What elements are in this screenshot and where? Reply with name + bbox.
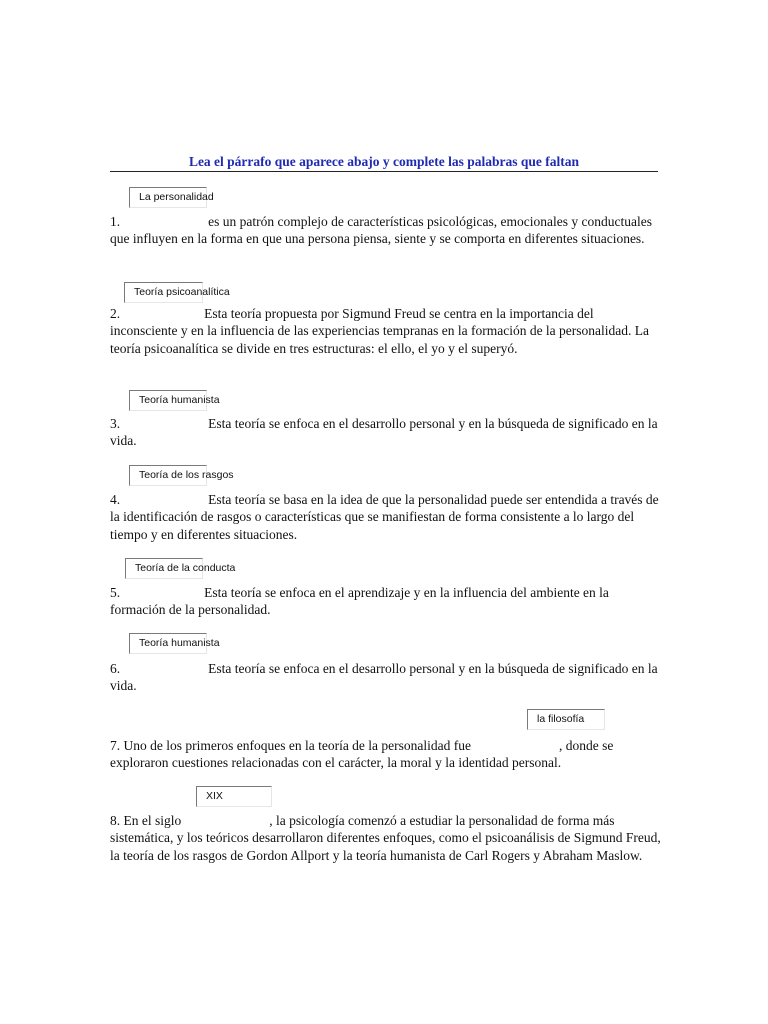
- answer-field-4[interactable]: Teoría de los rasgos: [129, 465, 207, 486]
- question-text-1: es un patrón complejo de características psicológicas, emocionales y conductuales que influyen en la forma en que una persona piensa, siente y se comporta en diferentes situaciones.: [110, 214, 652, 247]
- question-8: [110, 812, 662, 864]
- answer-field-3[interactable]: Teoría humanista: [129, 390, 207, 411]
- question-text-6: Esta teoría se enfoca en el desarrollo personal y en la búsqueda de significado en la vida.: [110, 661, 658, 694]
- question-4: [110, 491, 662, 543]
- question-text-3: Esta teoría se enfoca en el desarrollo personal y en la búsqueda de significado en la vida.: [110, 416, 658, 449]
- question-number-5: 5.: [110, 585, 121, 600]
- question-2: [110, 305, 662, 357]
- question-number-4: 4.: [110, 492, 121, 507]
- question-text-7-after: , donde se exploraron cuestiones relacionadas con el carácter, la moral y la identidad personal.: [110, 738, 614, 771]
- question-text-2: Esta teoría propuesta por Sigmund Freud se centra en la importancia del inconsciente y en la influencia de las experiencias tempranas en la formación de la personalidad. La teoría psicoanalítica se divide en tres estructuras: el ello, el yo y el superyó.: [110, 306, 650, 356]
- answer-field-7[interactable]: la filosofía: [527, 709, 605, 730]
- question-number-6: 6.: [110, 661, 121, 676]
- question-number-3: 3.: [110, 416, 121, 431]
- answer-field-1[interactable]: La personalidad: [129, 187, 207, 208]
- question-text-7-before: 7. Uno de los primeros enfoques en la teoría de la personalidad fue: [110, 738, 472, 753]
- page-title: Lea el párrafo que aparece abajo y complete las palabras que faltan: [110, 154, 658, 172]
- question-3: [110, 415, 662, 450]
- question-1: [110, 213, 662, 248]
- answer-field-6[interactable]: Teoría humanista: [129, 633, 207, 654]
- question-7: [110, 737, 662, 772]
- question-6: [110, 660, 662, 695]
- question-number-1: 1.: [110, 214, 121, 229]
- question-text-8-after: , la psicología comenzó a estudiar la personalidad de forma más sistemática, y los teóricos desarrollaron diferentes enfoques, como el psicoanálisis de Sigmund Freud, la teoría de los rasgos de Gordon Allport y la teoría humanista de Carl Rogers y Abraham Maslow.: [110, 813, 661, 863]
- question-text-5: Esta teoría se enfoca en el aprendizaje y en la influencia del ambiente en la formación de la personalidad.: [110, 585, 609, 618]
- answer-field-5[interactable]: Teoría de la conducta: [125, 558, 203, 579]
- question-number-2: 2.: [110, 306, 121, 321]
- answer-field-2[interactable]: Teoría psicoanalítica: [124, 282, 203, 303]
- answer-field-8[interactable]: XIX: [196, 786, 272, 807]
- question-5: [110, 584, 662, 619]
- question-text-8-before: 8. En el siglo: [110, 813, 182, 828]
- question-text-4: Esta teoría se basa en la idea de que la personalidad puede ser entendida a través de la identificación de rasgos o características que se manifiestan de forma consistente a lo largo del tiempo y en diferentes situaciones.: [110, 492, 659, 542]
